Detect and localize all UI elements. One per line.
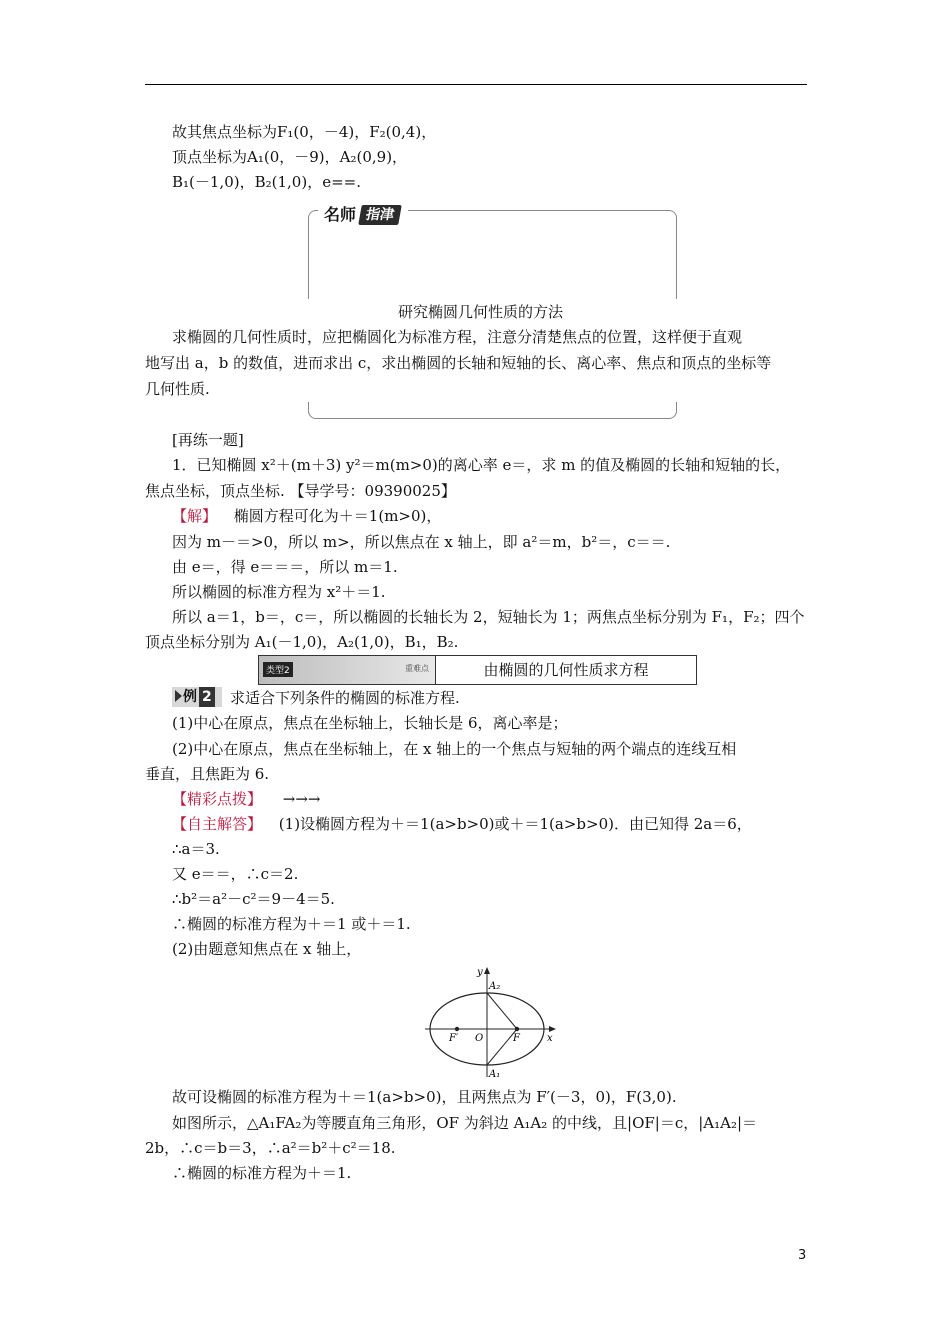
practice-heading: [再练一题] [172, 431, 244, 449]
label-f-prime: F′ [449, 1033, 459, 1044]
tips-box-bottom [308, 402, 677, 419]
text-line: 所以 a＝1，b＝，c＝，所以椭圆的长轴长为 2，短轴长为 1；两焦点坐标分别为 F₁，F₂；四个 [172, 608, 805, 626]
example-label: 例 [183, 689, 197, 705]
hint-tag: 【精彩点拨】 [172, 790, 263, 808]
text-line: 如图所示，△A₁FA₂为等腰直角三角形，OF 为斜边 A₁A₂ 的中线，且|OF|＝c，|A₁A₂|＝ [172, 1114, 758, 1132]
type-bar-left [259, 656, 436, 684]
answer-text: (1)设椭圆方程为＋＝1(a>b>0)或＋＝1(a>b>0)．由已知得 2a＝6， [278, 815, 752, 833]
text-line: (1)中心在原点，焦点在坐标轴上，长轴长是 6，离心率是； [172, 714, 568, 732]
text-line: 又 e＝＝，∴c＝2. [172, 865, 299, 883]
example-badge [172, 687, 222, 707]
text-line: 故其焦点坐标为F₁(0，－4)，F₂(0,4)， [172, 123, 437, 141]
text-line: 由 e＝，得 e＝＝＝，所以 m＝1. [172, 558, 398, 576]
text-line: 焦点坐标，顶点坐标. 【导学号：09390025】 [145, 482, 456, 500]
ellipse-figure [425, 965, 560, 1080]
text-line: ∴a＝3. [172, 840, 220, 858]
text-line: B₁(－1,0)，B₂(1,0)，e==. [172, 173, 361, 191]
text-line: ∴b²＝a²－c²＝9－4＝5. [172, 890, 335, 908]
self-answer-tag: 【自主解答】 [172, 815, 263, 833]
solution-tag: 【解】 [172, 507, 218, 525]
label-o: O [475, 1033, 484, 1044]
solution-text: 椭圆方程可化为＋＝1(m>0)， [233, 507, 442, 525]
type-tag: 类型2 [263, 662, 293, 677]
text-line: 求适合下列条件的椭圆的标准方程. [230, 689, 460, 707]
text-line: 2b，∴c＝b＝3，∴a²＝b²＋c²＝18. [145, 1139, 396, 1157]
text-line: 求椭圆的几何性质时，应把椭圆化为标准方程，注意分清楚焦点的位置，这样便于直观 [172, 328, 743, 346]
hint-arrows: →→→ [282, 790, 321, 808]
tips-title: 研究椭圆几何性质的方法 [398, 303, 564, 321]
text-line: 所以椭圆的标准方程为 x²＋＝1. [172, 583, 386, 601]
page-number: 3 [798, 1248, 807, 1263]
text-line: (2)由题意知焦点在 x 轴上， [172, 940, 362, 958]
type-bar-title: 由椭圆的几何性质求方程 [483, 661, 649, 679]
tips-badge-left: 名师 [324, 205, 357, 224]
text-line: (2)中心在原点，焦点在坐标轴上，在 x 轴上的一个焦点与短轴的两个端点的连线互相 [172, 740, 737, 758]
text-line: 1．已知椭圆 x²＋(m＋3) y²＝m(m>0)的离心率 e＝，求 m 的值及椭圆的长轴和短轴的长， [172, 456, 791, 474]
text-line: 因为 m－＝>0，所以 m>，所以焦点在 x 轴上，即 a²＝m，b²＝，c＝＝. [172, 533, 671, 551]
solution-line [172, 506, 441, 526]
triangle-icon [175, 690, 182, 702]
type-bar [258, 655, 697, 685]
label-a1: A₁ [489, 1069, 501, 1080]
text-line: 故可设椭圆的标准方程为＋＝1(a>b>0)，且两焦点为 F′(－3，0)，F(3,0). [172, 1088, 677, 1106]
text-line: ∴椭圆的标准方程为＋＝1 或＋＝1. [172, 915, 411, 933]
y-axis-label: y [477, 967, 483, 978]
text-line: 顶点坐标分别为 A₁(－1,0)，A₂(1,0)，B₁，B₂. [145, 633, 459, 651]
text-line: 顶点坐标为A₁(0，－9)，A₂(0,9)， [172, 148, 408, 166]
label-f: F [513, 1033, 520, 1044]
text-line: 几何性质. [145, 380, 210, 398]
x-axis-label: x [547, 1033, 553, 1044]
label-a2: A₂ [489, 981, 501, 992]
hint-line [172, 789, 321, 809]
tips-badge-right: 指津 [358, 205, 402, 225]
tips-badge [318, 203, 408, 227]
example-number: 2 [199, 687, 215, 707]
type-tag-2: 重难点 [405, 664, 429, 673]
header-rule [145, 84, 807, 85]
text-line: 垂直，且焦距为 6. [145, 765, 270, 783]
text-line: 地写出 a，b 的数值，进而求出 c，求出椭圆的长轴和短轴的长、离心率、焦点和顶点的坐标等 [145, 354, 772, 372]
answer-line [172, 814, 752, 834]
text-line: ∴椭圆的标准方程为＋＝1. [172, 1164, 352, 1182]
